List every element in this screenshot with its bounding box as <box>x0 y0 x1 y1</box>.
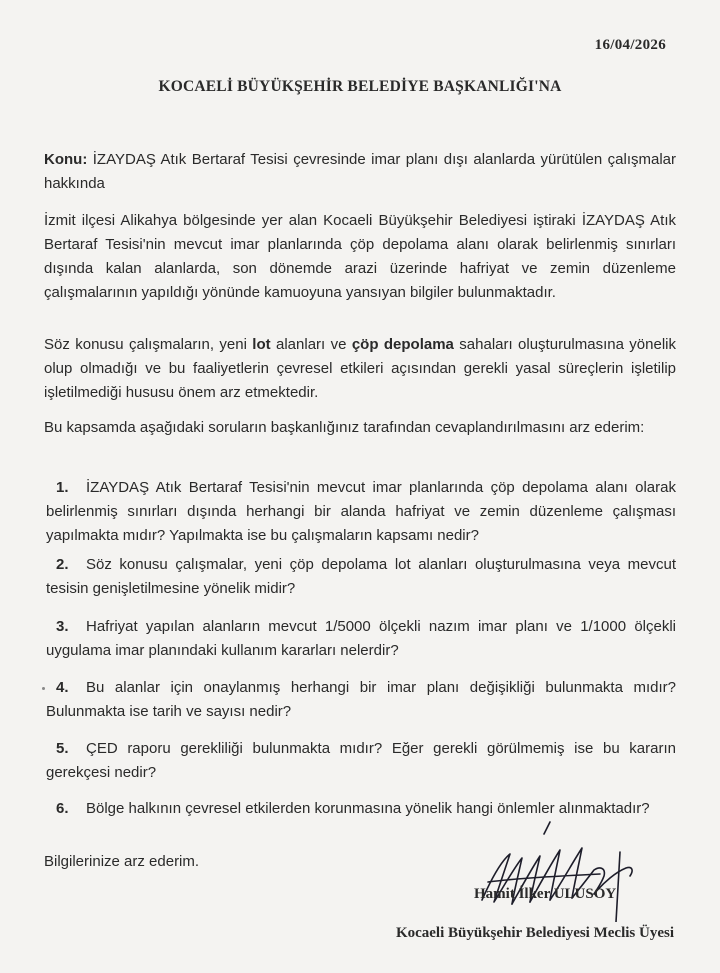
paragraph-intro: İzmit ilçesi Alikahya bölgesinde yer alan Kocaeli Büyükşehir Belediyesi iştiraki İZAYDAŞ Atık Bertaraf Tesisi'nin mevcut imar planlarında çöp depolama alanı olarak belirlenmiş sınırları dışında kalan alanlarda, son dönemde arazi üzerinde hafriyat ve zemin düzenleme çalışmalarının yapıldığı yönünde kamuoyuna yansıyan bilgiler bulunmaktadır. <box>44 212 676 301</box>
scan-speck <box>42 687 45 690</box>
question-text: Hafriyat yapılan alanların mevcut 1/5000 ölçekli nazım imar planı ve 1/1000 ölçekli uygulama imar planındaki kullanım kararları nelerdir? <box>46 618 676 659</box>
document-date: 16/04/2026 <box>594 37 666 53</box>
document-title: KOCAELİ BÜYÜKŞEHİR BELEDİYE BAŞKANLIĞI'NA <box>158 78 562 95</box>
subject-text: İZAYDAŞ Atık Bertaraf Tesisi çevresinde imar planı dışı alanlarda yürütülen çalışmalar hakkında <box>44 151 676 192</box>
paragraph-request: Bu kapsamda aşağıdaki soruların başkanlığınız tarafından cevaplandırılmasını arz ederim: <box>44 419 645 436</box>
signer-name: Hamit İlker ULUSOY <box>474 886 617 902</box>
subject-label: Konu: <box>44 151 88 168</box>
question-item <box>46 737 676 785</box>
question-text: Bu alanlar için onaylanmış herhangi bir imar planı değişikliği bulunmakta mıdır? Bulunmakta ise tarih ve sayısı nedir? <box>46 679 676 720</box>
question-number: 1. <box>56 479 69 496</box>
closing-line: Bilgilerinize arz ederim. <box>44 853 200 870</box>
paragraph2-bold-lot: lot <box>252 336 271 353</box>
question-item <box>46 676 676 724</box>
question-item <box>46 476 676 548</box>
handwritten-signature <box>470 812 660 922</box>
paragraph2-part2: alanları ve <box>270 336 352 353</box>
question-number: 6. <box>56 800 69 817</box>
question-text: Bölge halkının çevresel etkilerden korunmasına yönelik hangi önlemler alınmaktadır? <box>86 800 650 817</box>
question-number: 2. <box>56 556 69 573</box>
question-number: 3. <box>56 618 69 635</box>
question-text: Söz konusu çalışmalar, yeni çöp depolama lot alanları oluşturulmasına veya mevcut tesisin genişletilmesine yönelik midir? <box>46 556 676 597</box>
paragraph-concern <box>44 333 676 405</box>
question-number: 5. <box>56 740 69 757</box>
paragraph2-part3: sahaları oluşturulmasına yönelik olup olmadığı ve bu faaliyetlerin çevresel etkileri açısından gerekli yasal süreçlerin işletilip işletilmediği hususu önem arz etmektedir. <box>44 336 676 401</box>
subject-line <box>44 148 676 196</box>
question-item <box>46 615 676 663</box>
question-item <box>46 553 676 601</box>
question-number: 4. <box>56 679 69 696</box>
question-text: ÇED raporu gerekliliği bulunmakta mıdır? Eğer gerekli görülmemiş ise bu kararın gerekçesi nedir? <box>46 740 676 781</box>
paragraph2-part1: Söz konusu çalışmaların, yeni <box>44 336 253 353</box>
question-text: İZAYDAŞ Atık Bertaraf Tesisi'nin mevcut imar planlarında çöp depolama alanı olarak belirlenmiş sınırları dışında herhangi bir alanda hafriyat ve zemin düzenleme çalışması yapılmakta mıdır? Yapılmakta ise bu çalışmaların kapsamı nedir? <box>46 479 676 544</box>
signer-role: Kocaeli Büyükşehir Belediyesi Meclis Üyesi <box>395 925 674 941</box>
paragraph2-bold-cop: çöp depolama <box>351 336 454 353</box>
